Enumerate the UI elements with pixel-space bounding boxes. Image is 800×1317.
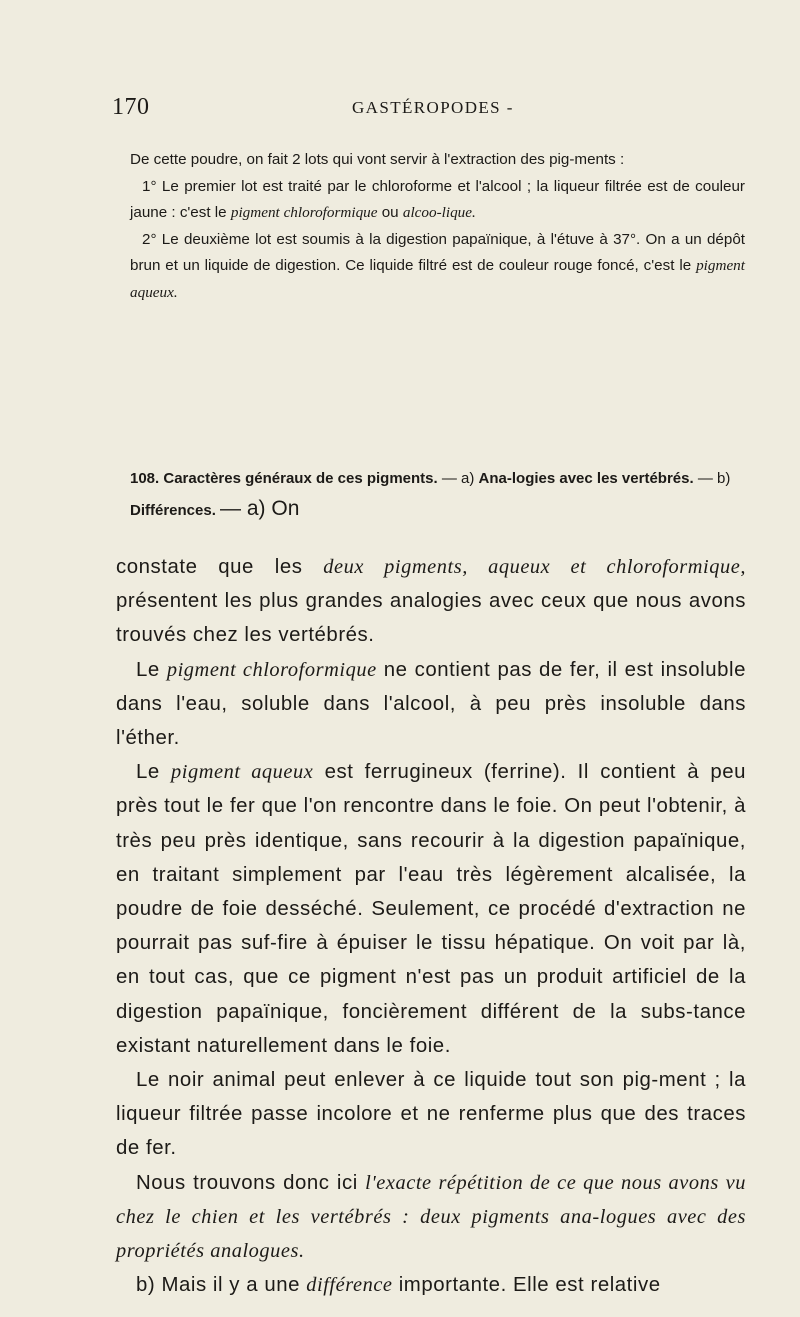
- intro-block: [130, 147, 745, 307]
- intro-item-1: 1° Le premier lot est traité par le chloroforme et l'alcool ; la liqueur filtrée est de couleur jaune : c'est le pigment chloroformique ou alcoo-lique.: [130, 177, 745, 222]
- main-text: [116, 550, 746, 1302]
- paragraph-2: Le pigment chloroformique ne contient pas de fer, il est insoluble dans l'eau, soluble dans l'alcool, à peu près insoluble dans l'éther.: [116, 658, 747, 750]
- intro-item-2: 2° Le deuxième lot est soumis à la digestion papaïnique, à l'étuve à 37°. On a un dépôt brun et un liquide de digestion. Ce liquide filtré est de couleur rouge foncé, c'est le pigment aqueux.: [130, 230, 745, 301]
- subsection-b-title: Différences.: [130, 502, 216, 519]
- paragraph-5: Nous trouvons donc ici l'exacte répétition de ce que nous avons vu chez le chien et les vertébrés : deux pigments ana-logues avec des propriétés analogues.: [116, 1171, 746, 1263]
- page-number: 170: [112, 94, 150, 120]
- paragraph-1: constate que les deux pigments, aqueux et chloroformique, présentent les plus grandes analogies avec ceux que nous avons trouvés chez les vertébrés.: [116, 556, 746, 647]
- paragraph-6: b) Mais il y a une différence importante. Elle est relative: [136, 1274, 661, 1297]
- section-number: 108.: [130, 470, 160, 487]
- running-title: GASTÉROPODES -: [352, 98, 514, 117]
- paragraph-4: Le noir animal peut enlever à ce liquide tout son pig-ment ; la liqueur filtrée passe incolore et ne renferme plus que des traces de fer.: [116, 1069, 746, 1160]
- subsection-a-start: — a) On: [220, 497, 300, 520]
- paragraph-3: Le pigment aqueux est ferrugineux (ferrine). Il contient à peu près tout le fer que l'on rencontre dans le foie. On peut l'obtenir, à très peu près identique, sans recourir à la digestion papaïnique, en traitant simplement par l'eau très légèrement alcalisée, la poudre de foie desséché. Seulement, ce procédé d'extraction ne pourrait pas suf-fire à épuiser le tissu hépatique. On voit par là, en tout cas, que ce pigment n'est pas un produit artificiel de la digestion papaïnique, foncièrement différent de la subs-tance existant naturellement dans le foie.: [116, 761, 746, 1057]
- subsection-a-label: — a): [441, 470, 475, 487]
- subsection-a-title: Ana-logies avec les vertébrés.: [478, 470, 694, 487]
- page-header: [112, 94, 752, 128]
- section-heading: [130, 464, 745, 526]
- subsection-b-label: — b): [697, 470, 731, 487]
- intro-line: De cette poudre, on fait 2 lots qui vont servir à l'extraction des pig-ments :: [130, 151, 625, 168]
- section-title: Caractères généraux de ces pigments.: [163, 470, 438, 487]
